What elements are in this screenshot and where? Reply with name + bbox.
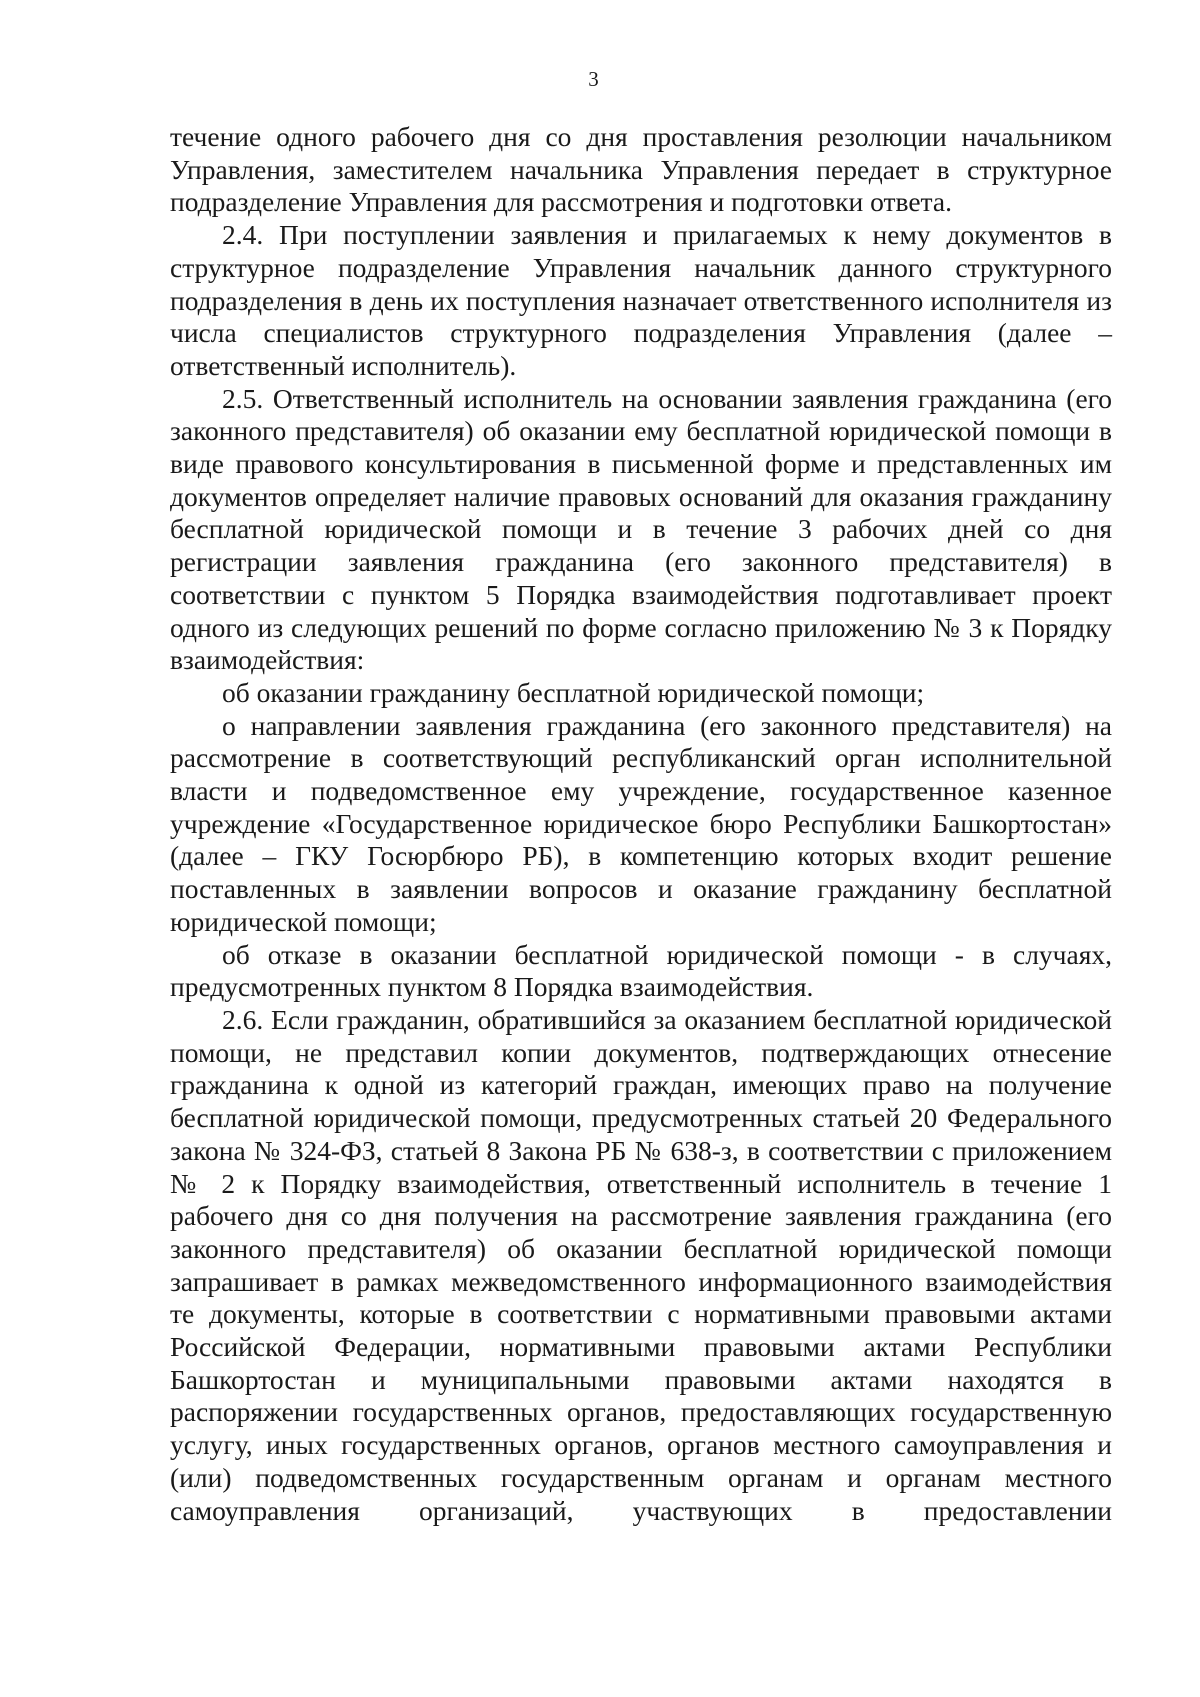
paragraph-2-4: 2.4. При поступлении заявления и прилагаемых к нему документов в структурное подразделение Управления начальник данного структурного подразделения в день их поступления назначает ответственного исполнителя из числа специалистов структурного подразделения Управления (далее – ответственный исполнитель). xyxy=(170,219,1112,381)
page-number: 3 xyxy=(588,67,599,91)
document-body xyxy=(170,121,1112,1527)
paragraph-2-5: 2.5. Ответственный исполнитель на основании заявления гражданина (его законного представителя) об оказании ему бесплатной юридической помощи в виде правового консультирования в письменной форме и представленных им документов определяет наличие правовых оснований для оказания гражданину бесплатной юридической помощи и в течение 3 рабочих дней со дня регистрации заявления гражданина (его законного представителя) в соответствии с пунктом 5 Порядка взаимодействия подготавливает проект одного из следующих решений по форме согласно приложению № 3 к Порядку взаимодействия: xyxy=(170,382,1112,676)
list-item-decision-refuse: об отказе в оказании бесплатной юридической помощи - в случаях, предусмотренных пунктом 8 Порядка взаимодействия. xyxy=(170,938,1112,1003)
paragraph-2-6: 2.6. Если гражданин, обратившийся за оказанием бесплатной юридической помощи, не представил копии документов, подтверждающих отнесение гражданина к одной из категорий граждан, имеющих право на получение бесплатной юридической помощи, предусмотренных статьей 20 Федерального закона № 324-ФЗ, статьей 8 Закона РБ № 638-з, в соответствии с приложением № 2 к Порядку взаимодействия, ответственный исполнитель в течение 1 рабочего дня со дня получения на рассмотрение заявления гражданина (его законного представителя) об оказании бесплатной юридической помощи запрашивает в рамках межведомственного информационного взаимодействия те документы, которые в соответствии с нормативными правовыми актами Российской Федерации, нормативными правовыми актами Республики Башкортостан и муниципальными правовыми актами находятся в распоряжении государственных органов, предоставляющих государственную услугу, иных государственных органов, органов местного самоуправления и (или) подведомственных государственным органам и органам местного самоуправления организаций, участвующих в предоставлении xyxy=(170,1003,1112,1526)
list-item-decision-redirect: о направлении заявления гражданина (его законного представителя) на рассмотрение в соответствующий республиканский орган исполнительной власти и подведомственное ему учреждение, государственное казенное учреждение «Государственное юридическое бюро Республики Башкортостан» (далее – ГКУ Госюрбюро РБ), в компетенцию которых входит решение поставленных в заявлении вопросов и оказание гражданину бесплатной юридической помощи; xyxy=(170,709,1112,937)
list-item-decision-grant: об оказании гражданину бесплатной юридической помощи; xyxy=(222,676,925,708)
paragraph-continuation: течение одного рабочего дня со дня проставления резолюции начальником Управления, заместителем начальника Управления передает в структурное подразделение Управления для рассмотрения и подготовки ответа. xyxy=(170,121,1112,218)
